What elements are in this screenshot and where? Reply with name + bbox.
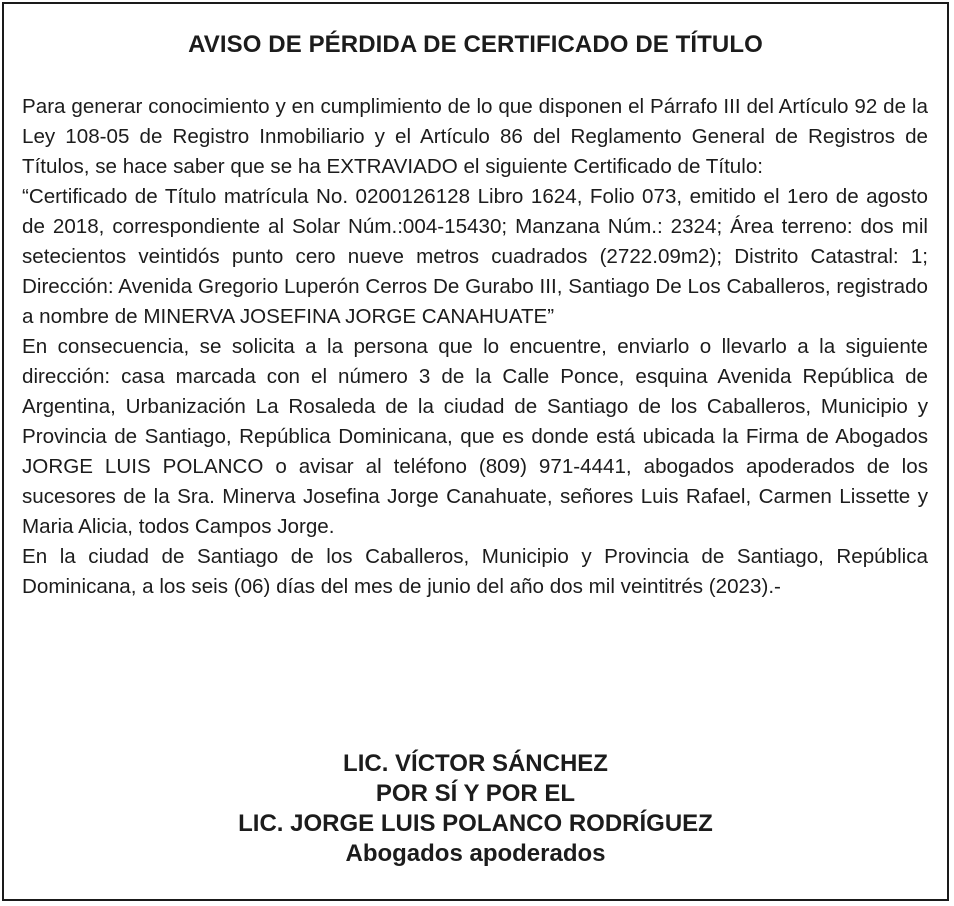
paragraph-date-place: En la ciudad de Santiago de los Caballeros, Municipio y Provincia de Santiago, República Dominicana, a los seis (06) días del mes de junio del año dos mil veintitrés (2023).-: [22, 545, 928, 598]
signature-line-3: LIC. JORGE LUIS POLANCO RODRÍGUEZ: [238, 810, 713, 837]
legal-notice: [2, 2, 949, 901]
signature-line-4: Abogados apoderados: [345, 840, 606, 867]
paragraph-certificate-details: “Certificado de Título matrícula No. 0200126128 Libro 1624, Folio 073, emitido el 1ero de agosto de 2018, correspondiente al Solar Núm.:004-15430; Manzana Núm.: 2324; Área terreno: dos mil setecientos veintidós punto cero nueve metros cuadrados (2722.09m2); Distrito Catastral: 1; Dirección: Avenida Gregorio Luperón Cerros De Gurabo III, Santiago De Los Caballeros, registrado a nombre de MINERVA JOSEFINA JORGE CANAHUATE”: [22, 185, 928, 328]
signature-block: [4, 749, 947, 869]
signature-line-1: LIC. VÍCTOR SÁNCHEZ: [343, 750, 608, 777]
paragraph-announcement: Para generar conocimiento y en cumplimiento de lo que disponen el Párrafo III del Artículo 92 de la Ley 108-05 de Registro Inmobiliario y el Artículo 86 del Reglamento General de Registros de Títulos, se hace saber que se ha EXTRAVIADO el siguiente Certificado de Título:: [22, 95, 928, 178]
paragraph-return-instructions: En consecuencia, se solicita a la persona que lo encuentre, enviarlo o llevarlo a la siguiente dirección: casa marcada con el número 3 de la Calle Ponce, esquina Avenida República de Argentina, Urbanización La Rosaleda de la ciudad de Santiago de los Caballeros, Municipio y Provincia de Santiago, República Dominicana, que es donde está ubicada la Firma de Abogados JORGE LUIS POLANCO o avisar al teléfono (809) 971-4441, abogados apoderados de los sucesores de la Sra. Minerva Josefina Jorge Canahuate, señores Luis Rafael, Carmen Lissette y Maria Alicia, todos Campos Jorge.: [22, 335, 928, 538]
signature-line-2: POR SÍ Y POR EL: [375, 780, 576, 807]
notice-body: [22, 92, 928, 602]
notice-title: AVISO DE PÉRDIDA DE CERTIFICADO DE TÍTULO: [188, 31, 763, 58]
